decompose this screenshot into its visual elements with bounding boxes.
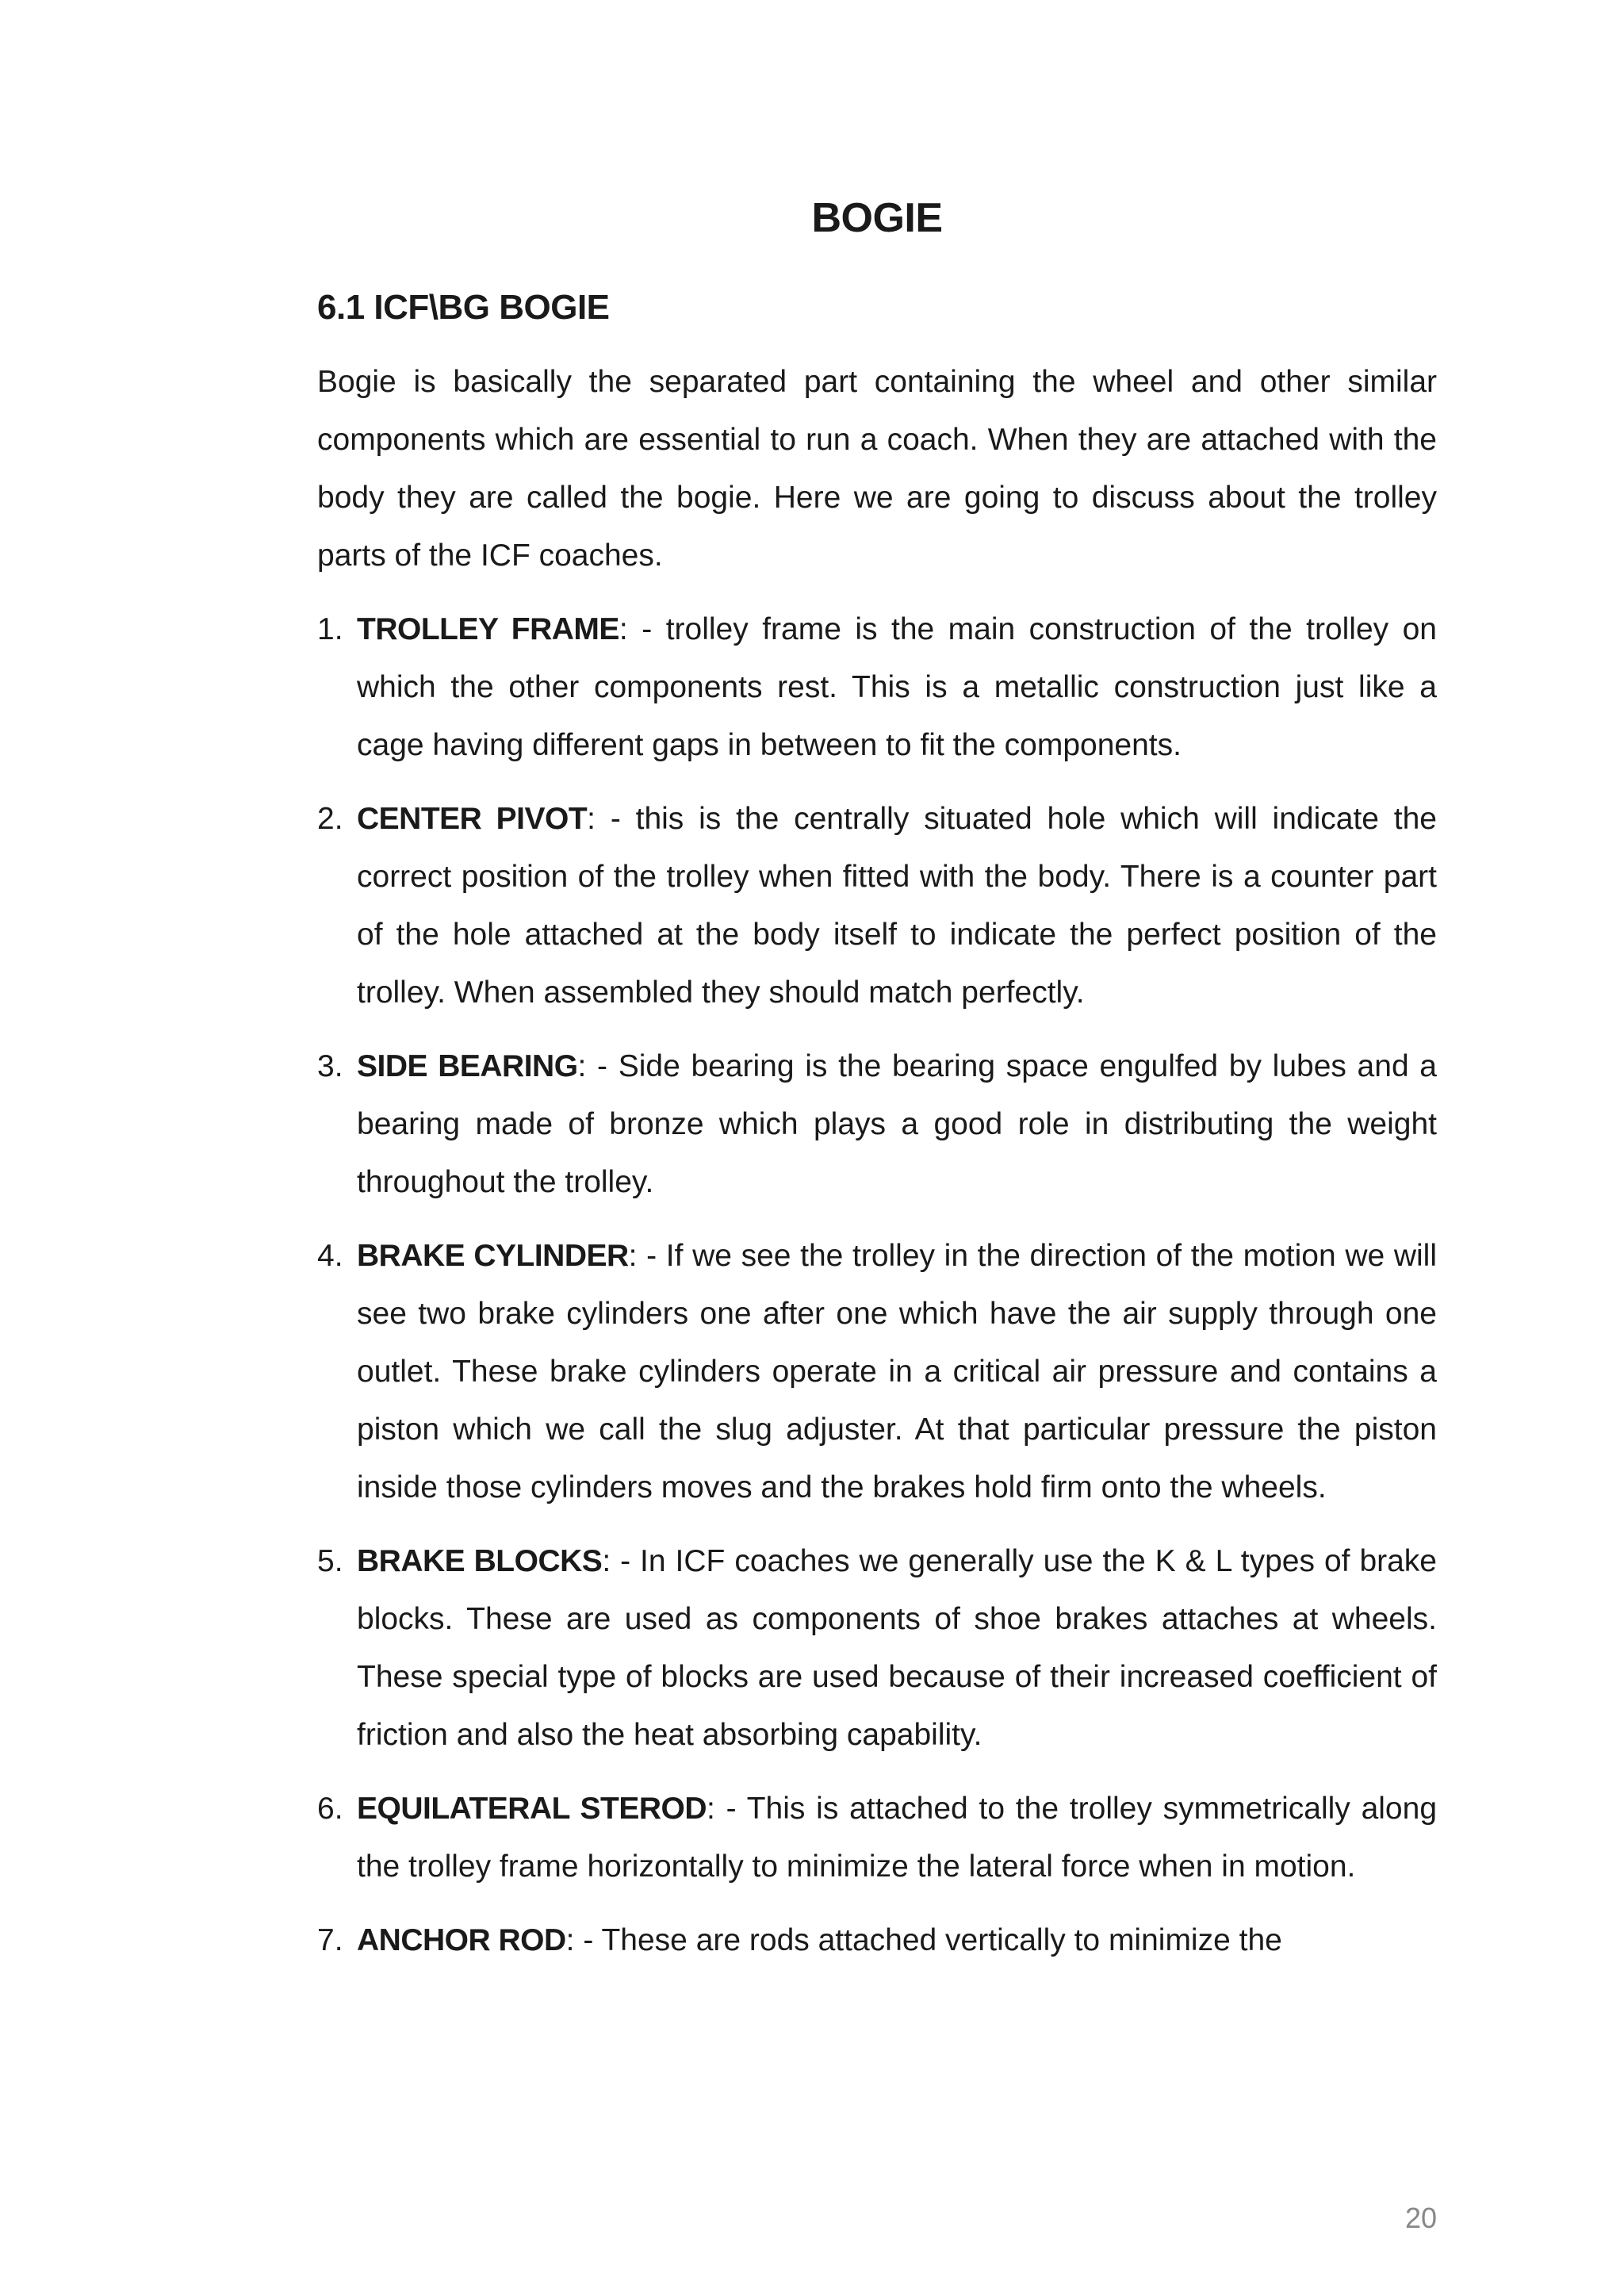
list-item-term: BRAKE CYLINDER <box>357 1239 629 1273</box>
list-item-text: : - In ICF coaches we generally use the K & L types of brake blocks. These are used as components of shoe brakes attaches at wheels. These special type of blocks are used because of their increased coefficient of friction and also the heat absorbing capability. <box>357 1544 1438 1752</box>
list-item-term: TROLLEY FRAME <box>357 612 619 646</box>
list-item-text: : - This is attached to the trolley symmetrically along the trolley frame horizontally to minimize the lateral force when in motion. <box>357 1792 1438 1884</box>
list-item-number: 5. <box>317 1544 343 1578</box>
section-heading: 6.1 ICF\BG BOGIE <box>317 288 610 327</box>
document-page <box>317 194 1437 1985</box>
page-number: 20 <box>1404 2202 1437 2234</box>
list-item-term: BRAKE BLOCKS <box>357 1544 603 1578</box>
page-title: BOGIE <box>811 195 943 241</box>
list-item <box>317 1037 1437 1211</box>
list-item-text: : - If we see the trolley in the direction of the motion we will see two brake cylinders one after one which have the air supply through one outlet. These brake cylinders operate in a critical air pressure and contains a piston which we call the slug adjuster. At that particular pressure the piston inside those cylinders moves and the brakes hold firm onto the wheels. <box>357 1239 1437 1504</box>
list-item <box>317 1532 1437 1764</box>
list-item-text: : - Side bearing is the bearing space engulfed by lubes and a bearing made of bronze which plays a good role in distributing the weight throughout the trolley. <box>357 1049 1437 1199</box>
list-item-text: : - These are rods attached vertically to minimize the <box>565 1923 1282 1957</box>
component-list <box>317 600 1437 1969</box>
list-item-term: CENTER PIVOT <box>357 802 588 836</box>
list-item <box>317 790 1437 1022</box>
list-item-text: : - trolley frame is the main construction of the trolley on which the other components rest. This is a metallic construction just like a cage having different gaps in between to fit the components. <box>357 612 1437 762</box>
list-item-text: : - this is the centrally situated hole which will indicate the correct position of the trolley when fitted with the body. There is a counter part of the hole attached at the body itself to indicate the perfect position of the trolley. When assembled they should match perfectly. <box>357 802 1437 1010</box>
list-item-number: 1. <box>317 612 343 646</box>
list-item <box>317 1911 1437 1969</box>
list-item-number: 2. <box>317 802 343 836</box>
list-item <box>317 1780 1437 1895</box>
list-item <box>317 600 1437 774</box>
list-item-number: 6. <box>317 1792 343 1826</box>
list-item-term: SIDE BEARING <box>357 1049 578 1083</box>
list-item-term: ANCHOR ROD <box>357 1923 566 1957</box>
list-item-number: 4. <box>317 1239 343 1273</box>
list-item-term: EQUILATERAL STEROD <box>357 1792 707 1826</box>
list-item-number: 7. <box>317 1923 343 1957</box>
list-item-number: 3. <box>317 1049 343 1083</box>
intro-paragraph: Bogie is basically the separated part containing the wheel and other similar components which are essential to run a coach. When they are attached with the body they are called the bogie. Here we are going to discuss about the trolley parts of the ICF coaches. <box>317 365 1437 573</box>
list-item <box>317 1227 1437 1516</box>
